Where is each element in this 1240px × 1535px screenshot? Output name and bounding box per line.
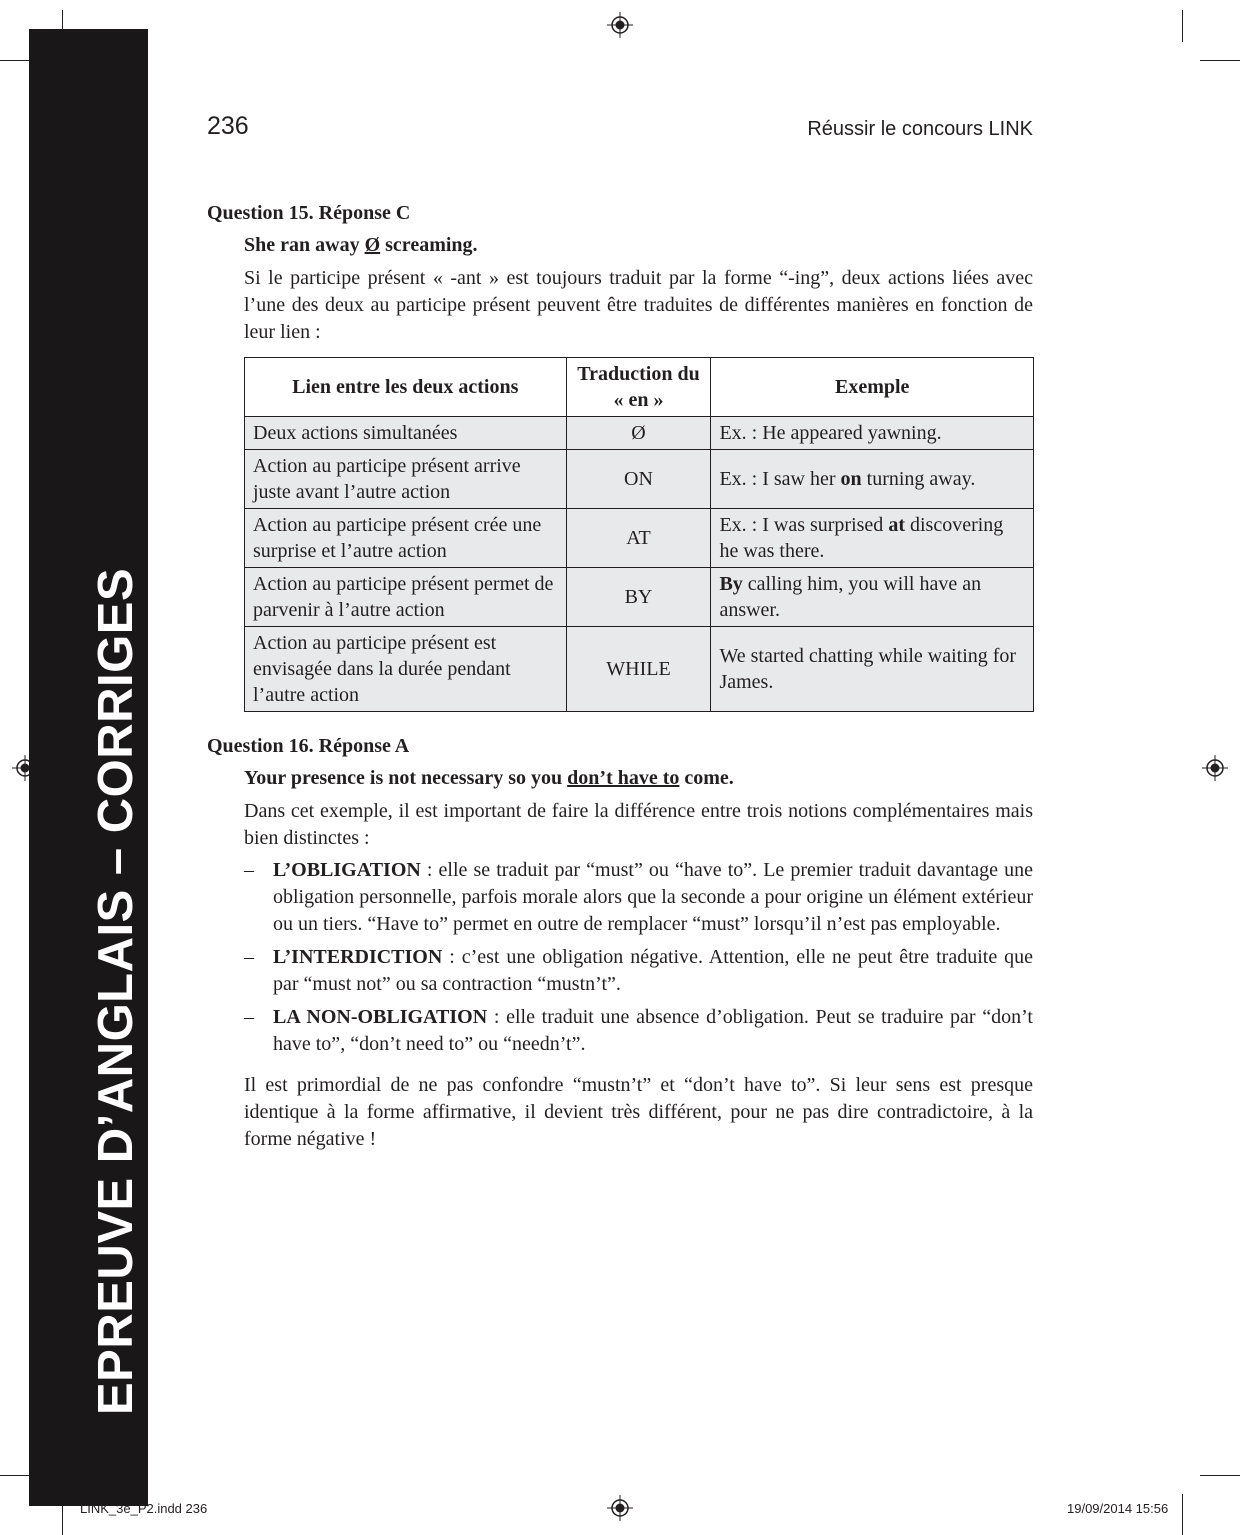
list-item: [244, 1004, 1033, 1058]
q16-intro: Dans cet exemple, il est important de faire la différence entre trois notions complémentaires mais bien distinctes :: [244, 800, 1033, 849]
dash-marker: –: [244, 946, 254, 968]
q16-example-a: Your presence is not necessary so you: [244, 767, 568, 789]
cell-translation: ON: [566, 450, 711, 509]
example-pre: Ex. : He appeared yawning.: [719, 422, 942, 444]
header-example: Exemple: [711, 358, 1034, 417]
list-item: [244, 944, 1033, 998]
cell-link: Action au participe présent crée une surprise et l’autre action: [245, 509, 567, 568]
list-item: [244, 857, 1033, 938]
cell-translation: Ø: [566, 417, 711, 450]
crop-mark: [1182, 10, 1183, 42]
notions-list: [244, 857, 1033, 1058]
running-title: Réussir le concours LINK: [807, 118, 1033, 140]
example-post: turning away.: [861, 468, 976, 490]
dash-marker: –: [244, 1006, 254, 1028]
notion-term: L’OBLIGATION: [273, 859, 421, 881]
crop-mark: [1182, 1494, 1183, 1535]
q16-example: [244, 765, 1033, 792]
q16-example-underlined: don’t have to: [567, 767, 680, 789]
cell-link: Action au participe présent est envisagée dans la durée pendant l’autre action: [245, 627, 567, 712]
cell-translation: WHILE: [566, 627, 711, 712]
example-post: discovering he was there.: [719, 514, 1004, 562]
q15-heading: Question 15. Réponse C: [207, 202, 411, 224]
cell-example: [711, 417, 1034, 450]
cell-link: Action au participe présent permet de parvenir à l’autre action: [245, 568, 567, 627]
example-pre: We started chatting while waiting for James.: [719, 645, 1017, 693]
cell-example: [711, 450, 1034, 509]
q15-example: [244, 232, 1033, 259]
example-keyword: at: [888, 514, 905, 536]
example-post: calling him, you will have an answer.: [719, 573, 982, 621]
registration-mark-icon: [1202, 755, 1228, 781]
q15-example-b: screaming.: [380, 234, 478, 256]
slug-datetime: 19/09/2014 15:56: [1067, 1501, 1169, 1516]
table-header-row: [245, 358, 1034, 417]
translation-table: [244, 357, 1034, 712]
cell-example: [711, 509, 1034, 568]
table-row: [245, 509, 1034, 568]
crop-mark: [1200, 60, 1240, 61]
example-keyword: on: [840, 468, 862, 490]
notion-term: LA NON-OBLIGATION: [273, 1006, 488, 1028]
page-number: 236: [207, 112, 249, 140]
notion-term: L’INTERDICTION: [273, 946, 443, 968]
example-pre: Ex. : I saw her: [719, 468, 841, 490]
example-pre: Ex. : I was surprised: [719, 514, 889, 536]
example-keyword: By: [719, 573, 743, 595]
cell-example: [711, 568, 1034, 627]
registration-mark-icon: [607, 12, 633, 38]
header-translation: Traduction du « en »: [566, 358, 711, 417]
q15-intro: Si le participe présent « -ant » est toujours traduit par la forme “-ing”, deux actions liées avec l’une des deux au participe présent peuvent être traduites de différentes manières en fonction de leur lien :: [244, 267, 1033, 343]
table-row: [245, 450, 1034, 509]
cell-link: Deux actions simultanées: [245, 417, 567, 450]
cell-link: Action au participe présent arrive juste avant l’autre action: [245, 450, 567, 509]
crop-mark: [1200, 1475, 1240, 1476]
notion-text: : c’est une obligation négative. Attention, elle ne peut être traduite que par “must not” ou sa contraction “mustn’t”.: [273, 946, 1033, 995]
q16-example-b: come.: [679, 767, 734, 789]
table-row: [245, 627, 1034, 712]
cell-translation: BY: [566, 568, 711, 627]
table-row: [245, 417, 1034, 450]
header-link: Lien entre les deux actions: [245, 358, 567, 417]
notion-text: : elle se traduit par “must” ou “have to”. Le premier traduit davantage une obligation personnelle, parfois morale alors que la seconde a pour origine un élément extérieur ou un tiers. “Have to” permet en outre de remplacer “must” lorsqu’il n’est pas employable.: [273, 859, 1033, 935]
registration-mark-icon: [607, 1495, 633, 1521]
q16-heading: Question 16. Réponse A: [207, 735, 410, 757]
dash-marker: –: [244, 859, 254, 881]
cell-example: [711, 627, 1034, 712]
notion-text: : elle traduit une absence d’obligation. Peut se traduire par “don’t have to”, “don’t need to” ou “needn’t”.: [273, 1006, 1033, 1055]
q15-example-symbol: Ø: [364, 234, 381, 256]
cell-translation: AT: [566, 509, 711, 568]
page-content: [207, 200, 1033, 1153]
table-row: [245, 568, 1034, 627]
slug-filename: LINK_3e_P2.indd 236: [80, 1501, 208, 1516]
sidebar-title: EPREUVE D’ANGLAIS – CORRIGES: [89, 567, 143, 1415]
q15-example-a: She ran away: [244, 234, 365, 256]
q16-closing: Il est primordial de ne pas confondre “mustn’t” et “don’t have to”. Si leur sens est presque identique à la forme affirmative, il devient très différent, pour ne pas dire contradictoire, à la forme négative !: [244, 1074, 1033, 1150]
